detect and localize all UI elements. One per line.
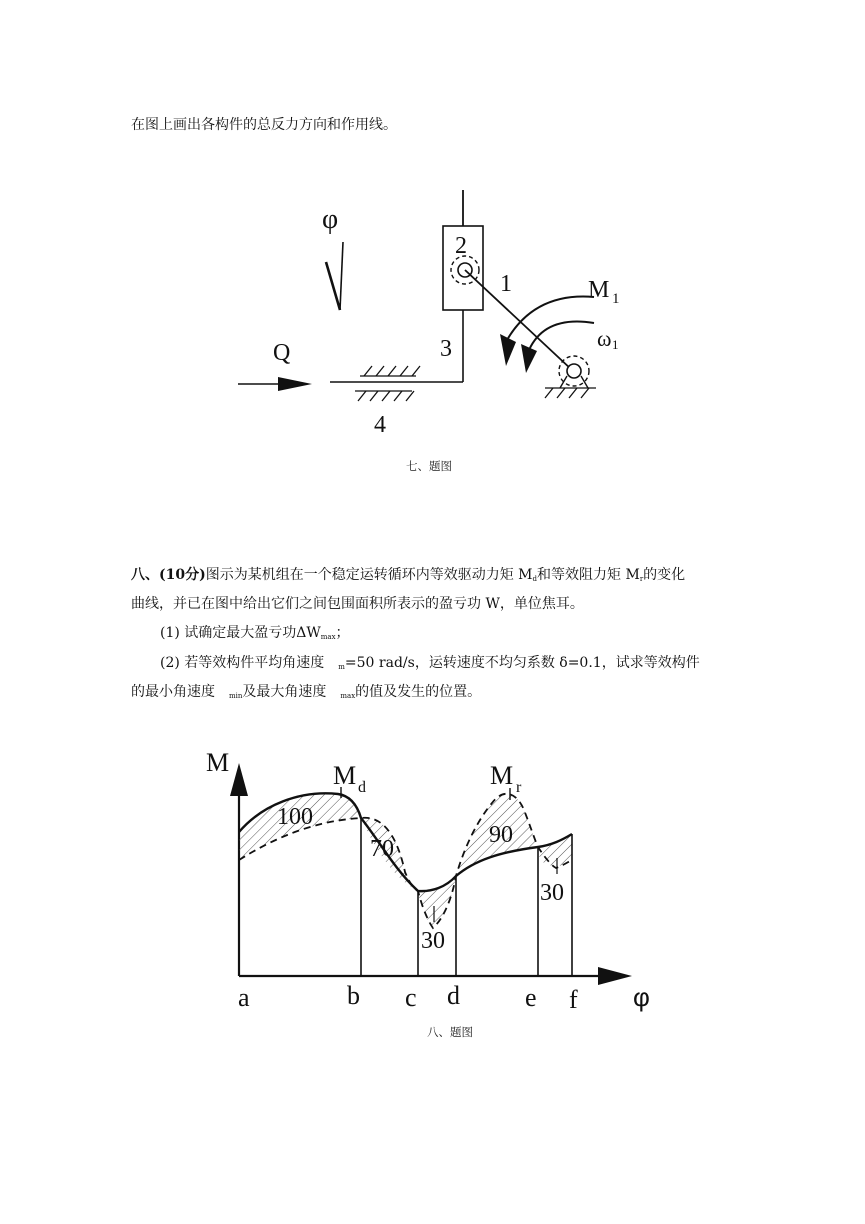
area-value-ab: 100 (277, 804, 313, 830)
link-1-label: 1 (500, 271, 512, 297)
omega1-sub: 1 (612, 337, 619, 352)
q8-line1-sub-d: d (532, 575, 538, 583)
q8-item1-a: (1) 试确定最大盈亏功ΔW (160, 625, 321, 641)
x-axis-arrowhead (598, 967, 632, 985)
q8-line1-sub-r: r (639, 575, 644, 583)
force-q-label: Q (273, 340, 291, 366)
x-axis-label: φ (633, 982, 650, 1012)
mr-label-sub: r (516, 779, 522, 796)
q8-item2-a: (2) 若等效构件平均角速度 (160, 655, 325, 671)
omega1-label: ω (597, 326, 612, 351)
q8-item1-b: ； (335, 625, 350, 641)
intro-text: 在图上画出各构件的总反力方向和作用线。 (131, 117, 397, 133)
frame-4-label: 4 (374, 412, 386, 438)
link-3-label: 3 (440, 336, 452, 362)
md-label: M (333, 761, 357, 790)
point-b-label: b (347, 981, 360, 1010)
figure-7-caption: 七、题图 (406, 459, 452, 473)
q8-item3-sub-min: min (229, 692, 243, 700)
q8-heading: 八、(10分) (131, 567, 206, 583)
figure-8-caption: 八、题图 (427, 1025, 473, 1039)
area-value-bc: 70 (370, 836, 394, 862)
moment-m1-label: M (588, 277, 610, 303)
moment-m1-sub: 1 (612, 291, 620, 307)
q8-line-2: 曲线，并已在图中给出它们之间包围面积所表示的盈亏功 W，单位焦耳。 (131, 596, 584, 612)
q8-item3-a: 的最小角速度 (131, 684, 215, 700)
q8-item2-sub-m: m (338, 663, 345, 671)
phi-label: φ (322, 204, 339, 235)
area-cd-hatch (418, 876, 456, 928)
q8-item3-b: 及最大角速度 (242, 684, 327, 700)
point-a-label: a (238, 983, 250, 1012)
area-value-de: 90 (489, 822, 513, 848)
q8-line1-a: 图示为某机组在一个稳定运转循环内等效驱动力矩 M (205, 567, 533, 583)
area-ef-hatch (538, 834, 572, 866)
y-axis-arrowhead (230, 763, 248, 796)
q8-item3-sub-max: max (340, 692, 356, 700)
area-value-ef: 30 (540, 880, 564, 906)
y-axis-label: M (206, 748, 230, 777)
q8-line1-c: 的变化 (643, 567, 686, 583)
q8-item3-c: 的值及发生的位置。 (355, 684, 482, 700)
point-e-label: e (525, 983, 537, 1012)
link-2-label: 2 (455, 233, 467, 259)
area-value-cd: 30 (421, 928, 445, 954)
q8-line1-b: 和等效阻力矩 M (537, 567, 640, 583)
point-c-label: c (405, 983, 417, 1012)
point-d-label: d (447, 981, 460, 1010)
point-f-label: f (569, 985, 578, 1014)
mr-label: M (490, 761, 514, 790)
q8-item1-sub: max (320, 633, 336, 641)
q8-item2-b: =50 rad/s，运转速度不均匀系数 δ=0.1，试求等效构件 (344, 655, 700, 671)
md-label-sub: d (358, 779, 366, 796)
